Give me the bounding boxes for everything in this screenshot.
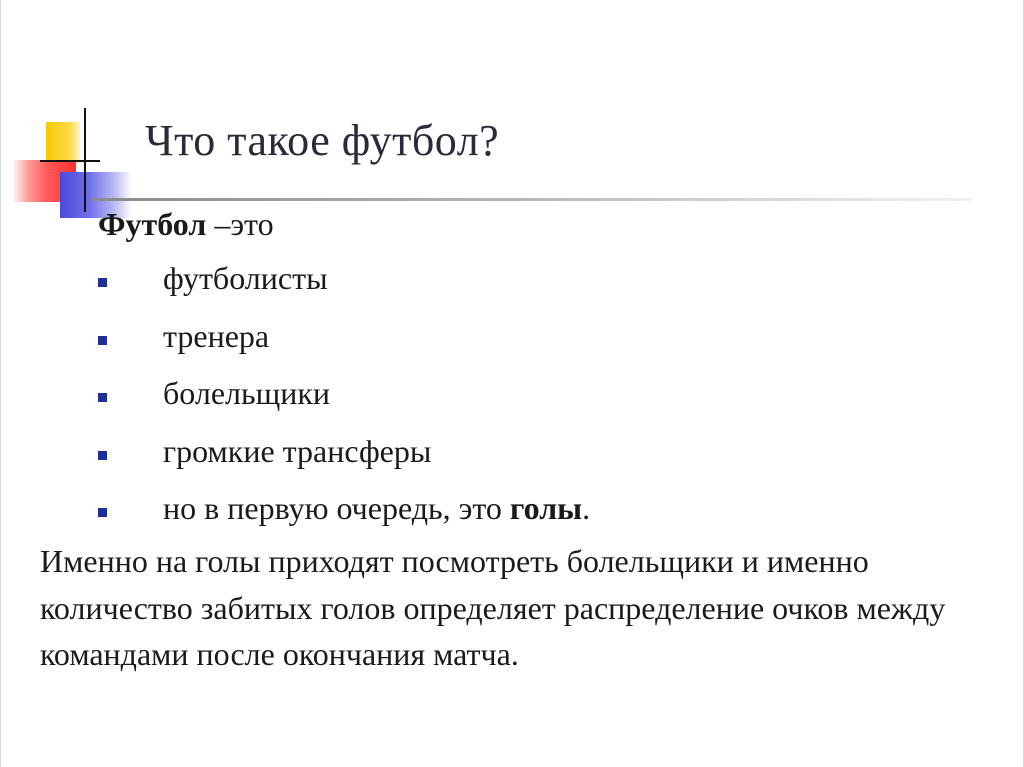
lead-rest: –это [206, 206, 274, 242]
slide-title: Что такое футбол? [145, 116, 500, 165]
square-bullet-icon [98, 278, 107, 287]
bullet-text: тренера [163, 317, 270, 354]
bullet-text-after: . [582, 490, 591, 526]
decorative-horizontal-line [40, 160, 100, 162]
bullet-text-bold: голы [509, 490, 583, 526]
title-underline [92, 198, 972, 201]
bullet-text: болельщики [163, 375, 331, 411]
lead-line [98, 206, 274, 243]
square-bullet-icon [98, 451, 107, 460]
bullet-text-plain: но в первую очередь, это [163, 490, 510, 526]
slide-border-left [0, 0, 1, 767]
bullet-text-mixed [163, 490, 590, 527]
lead-bold: Футбол [98, 206, 207, 242]
bullet-text: футболисты [163, 260, 328, 296]
decorative-yellow-square [46, 122, 80, 163]
square-bullet-icon [98, 508, 107, 517]
square-bullet-icon [98, 336, 107, 345]
bullet-text: громкие трансферы [163, 432, 432, 469]
square-bullet-icon [98, 393, 107, 402]
body-paragraph: Именно на голы приходят посмотреть болельщики и именно количество забитых голов определяет распределение очков между командами после окончания матча. [40, 543, 946, 672]
